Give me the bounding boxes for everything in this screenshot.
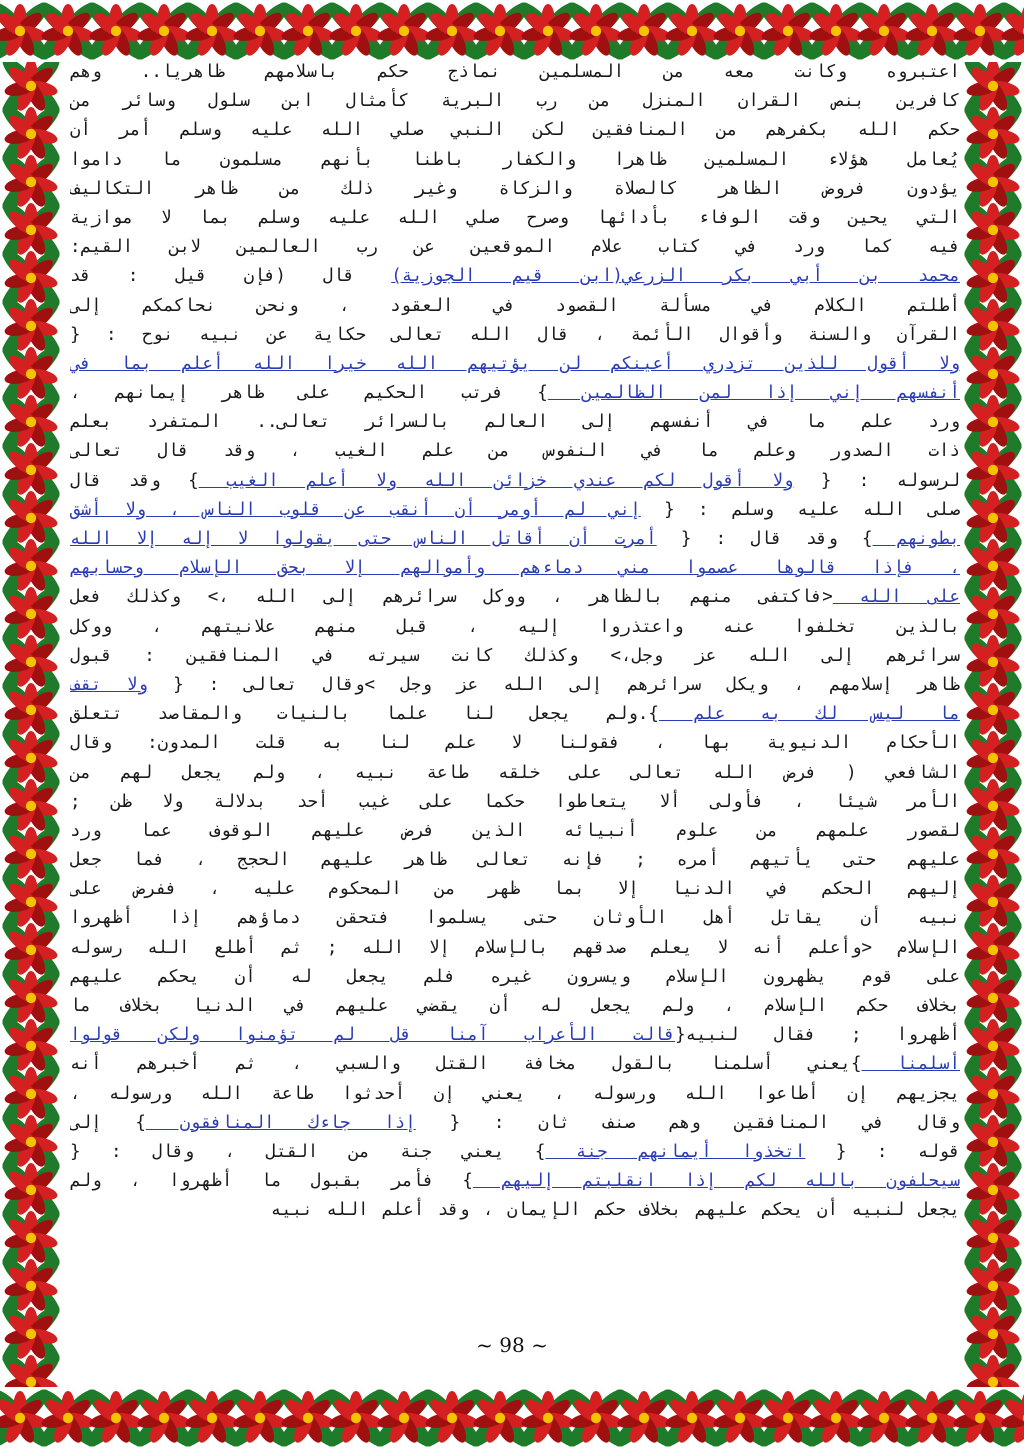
text-line (70, 642, 960, 671)
text-run: كافرين بنص القران المنزل من رب البرية كأمثال ابن سلول وسائر من (70, 91, 960, 112)
text-run: على قوم يظهرون الإسلام ويسرون غيره فلم يجعل له أن يحكم عليهم (70, 966, 960, 987)
text-line (70, 58, 960, 87)
text-line (70, 1167, 960, 1196)
text-run: لرسوله : { (793, 470, 960, 491)
text-line (70, 525, 960, 554)
quran-hadith-reference-link[interactable]: بطونهم (872, 529, 960, 549)
poinsettia-border-top (0, 0, 1024, 62)
text-line (70, 437, 960, 466)
quran-hadith-reference-link[interactable]: ولا أقول لكم عندي خزائن الله ولا أعلم الغيب (198, 470, 794, 491)
text-run: الإسلام <وأعلم أنه لا يعلم صدقهم بالإسلام إلا الله ; ثم أطلع الله رسوله (70, 937, 960, 958)
text-run: ذات الصدور وعلم ما في النفوس من علم الغيب ، وقد قال تعالى (70, 441, 960, 462)
text-line (70, 379, 960, 408)
text-run: قوله : { (805, 1141, 960, 1162)
text-line (70, 671, 960, 700)
text-run: أطلتم الكلام في مسألة القصود في العقود ، ونحن نحاكمكم إلى (70, 295, 960, 316)
quran-hadith-reference-link[interactable]: محمد بن أبي بكر الزرعي(ابن قيم الجوزية) (391, 266, 960, 287)
text-run: صلى الله عليه وسلم : { (640, 499, 960, 520)
quran-hadith-reference-link[interactable]: ، فإذا قالوها عصموا مني دماءهم وأموالهم إلا بحق الإسلام وحسابهم (70, 558, 960, 579)
text-run: اعتبروه وكانت معه من المسلمين نماذج حكم باسلامهم ظاهريا.. وهم (70, 62, 960, 82)
quran-hadith-reference-link[interactable]: ما ليس لك به علم (658, 704, 960, 725)
text-line (70, 934, 960, 963)
text-line (70, 467, 960, 496)
body-text (70, 58, 960, 1226)
quran-hadith-reference-link[interactable]: ولا تقف (70, 674, 148, 695)
text-line (70, 233, 960, 262)
text-run: الأحكام الدنيوية بها ، فقولنا لا علم لنا به قلت المدون: وقال (70, 733, 960, 754)
text-run: يجزيهم إن أطاعوا الله ورسوله ، يعني إن أحدثوا طاعة الله ورسوله ، (70, 1083, 960, 1104)
text-line (70, 875, 960, 904)
text-line (70, 1138, 960, 1167)
text-run: يؤدون فروض الظاهر كالصلاة والزكاة وغير ذلك من ظاهر التكاليف (70, 178, 960, 199)
text-line (70, 1080, 960, 1109)
text-run: }.ولم يجعل لنا علما بالنيات والمقاصد تتعلق (70, 704, 659, 725)
text-line (70, 1196, 960, 1225)
quran-hadith-reference-link[interactable]: أمرت أن أقاتل الناس حتى يقولوا لا إله إلا الله (70, 529, 657, 549)
text-run: القرآن والسنة وأقوال الأئمة ، قال الله تعالى حكاية عن نبيه نوح : { (70, 324, 960, 345)
text-line (70, 496, 960, 525)
text-line (70, 408, 960, 437)
text-line (70, 759, 960, 788)
poinsettia-border-bottom (0, 1387, 1024, 1449)
text-line (70, 700, 960, 729)
text-line (70, 292, 960, 321)
text-run: الشافعي ( فرض الله تعالى على خلقه طاعة نبيه ، ولم يجعل لهم من (70, 762, 960, 783)
text-line (70, 846, 960, 875)
text-run: عليهم حتى يأتيهم أمره ; فإنه تعالى ظاهر عليهم الحجج ، فما جعل (70, 850, 960, 871)
text-run: }يعني أسلمنا بالقول مخافة القتل والسبي ، ثم أخبرهم أنه (70, 1054, 862, 1075)
text-run: ظاهر إسلامهم ، ويكل سرائرهم إلى الله عز وجل >وقال تعالى : { (147, 674, 960, 695)
text-line (70, 992, 960, 1021)
quran-hadith-reference-link[interactable]: اتخذوا أيمانهم جنة (545, 1141, 806, 1162)
quran-hadith-reference-link[interactable]: إذا جاءك المنافقون (145, 1112, 416, 1133)
text-run: حكم الله بكفرهم من المنافقين لكن النبي صلي الله عليه وسلم أمر أن (70, 120, 960, 141)
text-run: يُعامل هؤلاء المسلمين ظاهرا والكفار باطنا بأنهم مسلمون ما داموا (70, 149, 960, 170)
text-run: لقصور علمهم من علوم أنبيائه الذين فرض عليهم الوقوف عما ورد (70, 820, 960, 841)
text-run: إليهم الحكم في الدنيا إلا بما ظهر من المحكوم عليه ، ففرض على (70, 879, 960, 900)
text-line (70, 350, 960, 379)
text-run: بالذين تخلفوا عنه واعتذروا إليه ، قبل منهم علانيتهم ، ووكل (70, 616, 960, 637)
text-line (70, 817, 960, 846)
text-line (70, 1109, 960, 1138)
text-line (70, 87, 960, 116)
quran-hadith-reference-link[interactable]: على الله (832, 587, 960, 608)
text-run: فيه كما ورد في كتاب علام الموقعين عن رب العالمين لابن القيم: (70, 237, 960, 258)
text-run: قال (فإن قيل : قد (70, 266, 392, 287)
text-run: ورد علم ما في أنفسهم إلى العالم بالسرائر تعالى.. المتفرد بعلم (70, 412, 960, 433)
quran-hadith-reference-link[interactable]: إني لم أومر أن أنقب عن قلوب الناس ، ولا أشق (70, 499, 641, 520)
text-run: } وقد قال (70, 470, 199, 491)
quran-hadith-reference-link[interactable]: سيحلفون بالله لكم إذا انقلبتم إليهم (472, 1171, 960, 1192)
poinsettia-border-left (0, 62, 62, 1387)
text-line (70, 554, 960, 583)
text-run: التي يحين وقت الوفاء بأدائها وصرح صلي الله عليه وسلم بما لا موازية (70, 207, 960, 228)
text-run: } وقد قال : { (656, 529, 873, 549)
text-run: وقال في المنافقين وهم صنف ثان : { (415, 1112, 960, 1133)
text-run: } إلى (70, 1112, 146, 1133)
text-line (70, 788, 960, 817)
poinsettia-border-right (962, 62, 1024, 1387)
text-run: } فرتب الحكيم على ظاهر إيمانهم ، (70, 383, 548, 404)
quran-hadith-reference-link[interactable]: ولا أقول للذين تزدري أعينكم لن يؤتيهم الله خيرا الله أعلم بما في (70, 353, 960, 374)
page-number: ~ 98 ~ (476, 1333, 548, 1357)
text-line (70, 613, 960, 642)
text-run: يجعل لنبيه أن يحكم عليهم بخلاف حكم الإيمان ، وقد أعلم الله نبيه (270, 1200, 960, 1221)
text-run: <فاكتفى منهم بالظاهر ، ووكل سرائرهم إلى الله ،> وكذلك فعل (70, 587, 833, 608)
text-run: بخلاف حكم الإسلام ، ولم يجعل له أن يقضي عليهم في الدنيا بخلاف ما (70, 996, 960, 1016)
text-line (70, 321, 960, 350)
text-line (70, 175, 960, 204)
text-run: سرائرهم إلى الله عز وجل،> وكذلك كانت سيرته في المنافقين : قبول (70, 645, 960, 666)
quran-hadith-reference-link[interactable]: أسلمنا (861, 1054, 960, 1075)
text-run: } فأمر بقبول ما أظهروا ، ولم (70, 1171, 473, 1192)
text-line (70, 146, 960, 175)
text-line (70, 116, 960, 145)
text-run: نبيه أن يقاتل أهل الأوثان حتى يسلموا فتحقن دماؤهم إذا أظهروا (70, 908, 960, 929)
text-run: } يعني جنة من القتل ، وقال : { (70, 1141, 546, 1162)
text-line (70, 1021, 960, 1050)
quran-hadith-reference-link[interactable]: قالت الأعراب آمنا قل لم تؤمنوا ولكن قولوا (70, 1025, 676, 1046)
text-run: الأمر شيئا ، فأولى ألا يتعاطوا حكما على غيب أحد بدلالة ولا ظن ; (70, 791, 960, 812)
text-run: أظهروا ; فقال لنبيه{ (675, 1025, 960, 1046)
text-line (70, 204, 960, 233)
text-line (70, 904, 960, 933)
text-line (70, 729, 960, 758)
quran-hadith-reference-link[interactable]: أنفسهم إني إذا لمن الظالمين (547, 383, 960, 404)
text-line (70, 963, 960, 992)
text-line (70, 1050, 960, 1079)
text-line (70, 583, 960, 612)
text-line (70, 262, 960, 291)
